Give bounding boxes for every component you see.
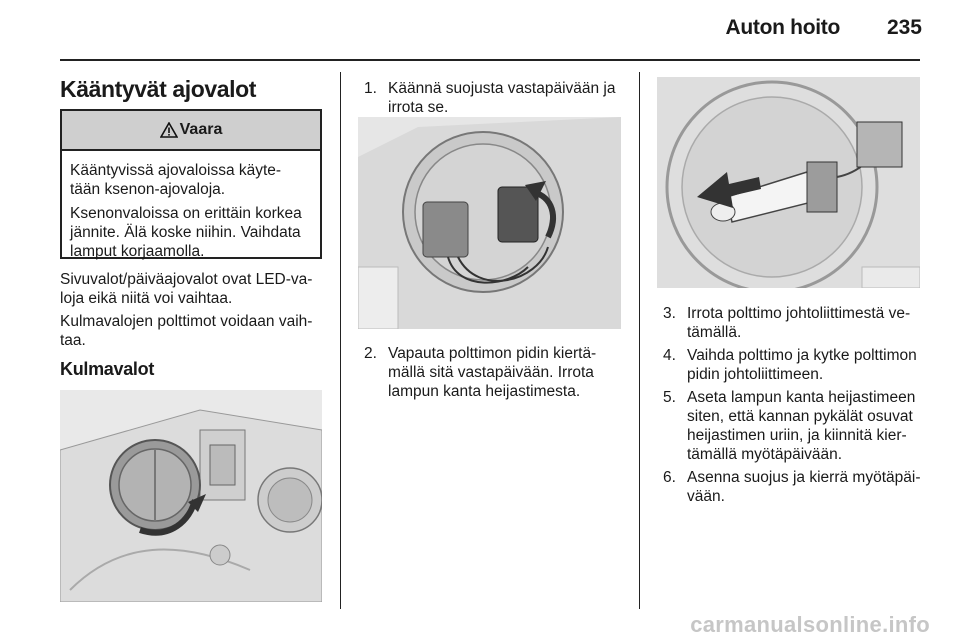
page-number: 235 [886, 16, 922, 39]
section-title: Kääntyvät ajovalot [60, 76, 257, 102]
paragraph-bulbs-line2: taa. [60, 332, 86, 349]
warning-header [62, 111, 320, 151]
step-number: 4. [663, 347, 676, 364]
warning-text-2c: lamput korjaamolla. [70, 243, 205, 260]
step-number: 1. [364, 80, 377, 97]
subheading-cornering-lights: Kulmavalot [60, 359, 155, 379]
warning-text-1b: tään ksenon-ajovaloja. [70, 181, 226, 198]
step-text: Asenna suojus ja kierrä myötäpäi- vään. [687, 469, 921, 505]
bulb-holder-illustration [358, 117, 621, 329]
paragraph-led-line1: Sivuvalot/päiväajovalot ovat LED-va- [60, 271, 313, 288]
header-rule [60, 59, 920, 61]
step-text: Käännä suojusta vastapäivään ja irrota se. [388, 80, 616, 116]
warning-text-2b: jännite. Älä koske niihin. Vaihdata [70, 224, 301, 241]
warning-text-2a: Ksenonvaloissa on erittäin korkea [70, 205, 302, 222]
step-number: 3. [663, 305, 676, 322]
step-number: 6. [663, 469, 676, 486]
warning-text-1a: Kääntyvissä ajovaloissa käyte- [70, 162, 282, 179]
column-divider-1 [340, 72, 341, 609]
paragraph-led-line2: loja eikä niitä voi vaihtaa. [60, 290, 233, 307]
headlamp-cover-illustration [60, 390, 322, 602]
watermark-footer: carmanualsonline.info [690, 612, 930, 637]
step-text: Irrota polttimo johtoliittimestä ve- tämällä. [687, 305, 911, 341]
paragraph-led [60, 270, 312, 308]
step-text: Vaihda polttimo ja kytke polttimon pidin johtoliittimeen. [687, 347, 917, 383]
column-divider-2 [639, 72, 640, 609]
danger-warning-box [60, 109, 322, 259]
step-text: Vapauta polttimon pidin kiertä- mällä sitä vastapäivään. Irrota lampun kanta heijastimesta. [388, 345, 597, 400]
step-number: 2. [364, 345, 377, 362]
bulb-removal-illustration [657, 77, 920, 288]
warning-label: Vaara [179, 121, 223, 138]
step-text: Aseta lampun kanta heijastimeen siten, että kannan pykälät osuvat heijastimen uriin, ja kiinnitä kier- tämällä myötäpäivään. [687, 389, 916, 463]
paragraph-bulbs [60, 312, 312, 350]
warning-triangle-icon [160, 122, 178, 138]
paragraph-bulbs-line1: Kulmavalojen polttimot voidaan vaih- [60, 313, 313, 330]
running-header-section: Auton hoito [725, 16, 840, 39]
step-number: 5. [663, 389, 676, 406]
